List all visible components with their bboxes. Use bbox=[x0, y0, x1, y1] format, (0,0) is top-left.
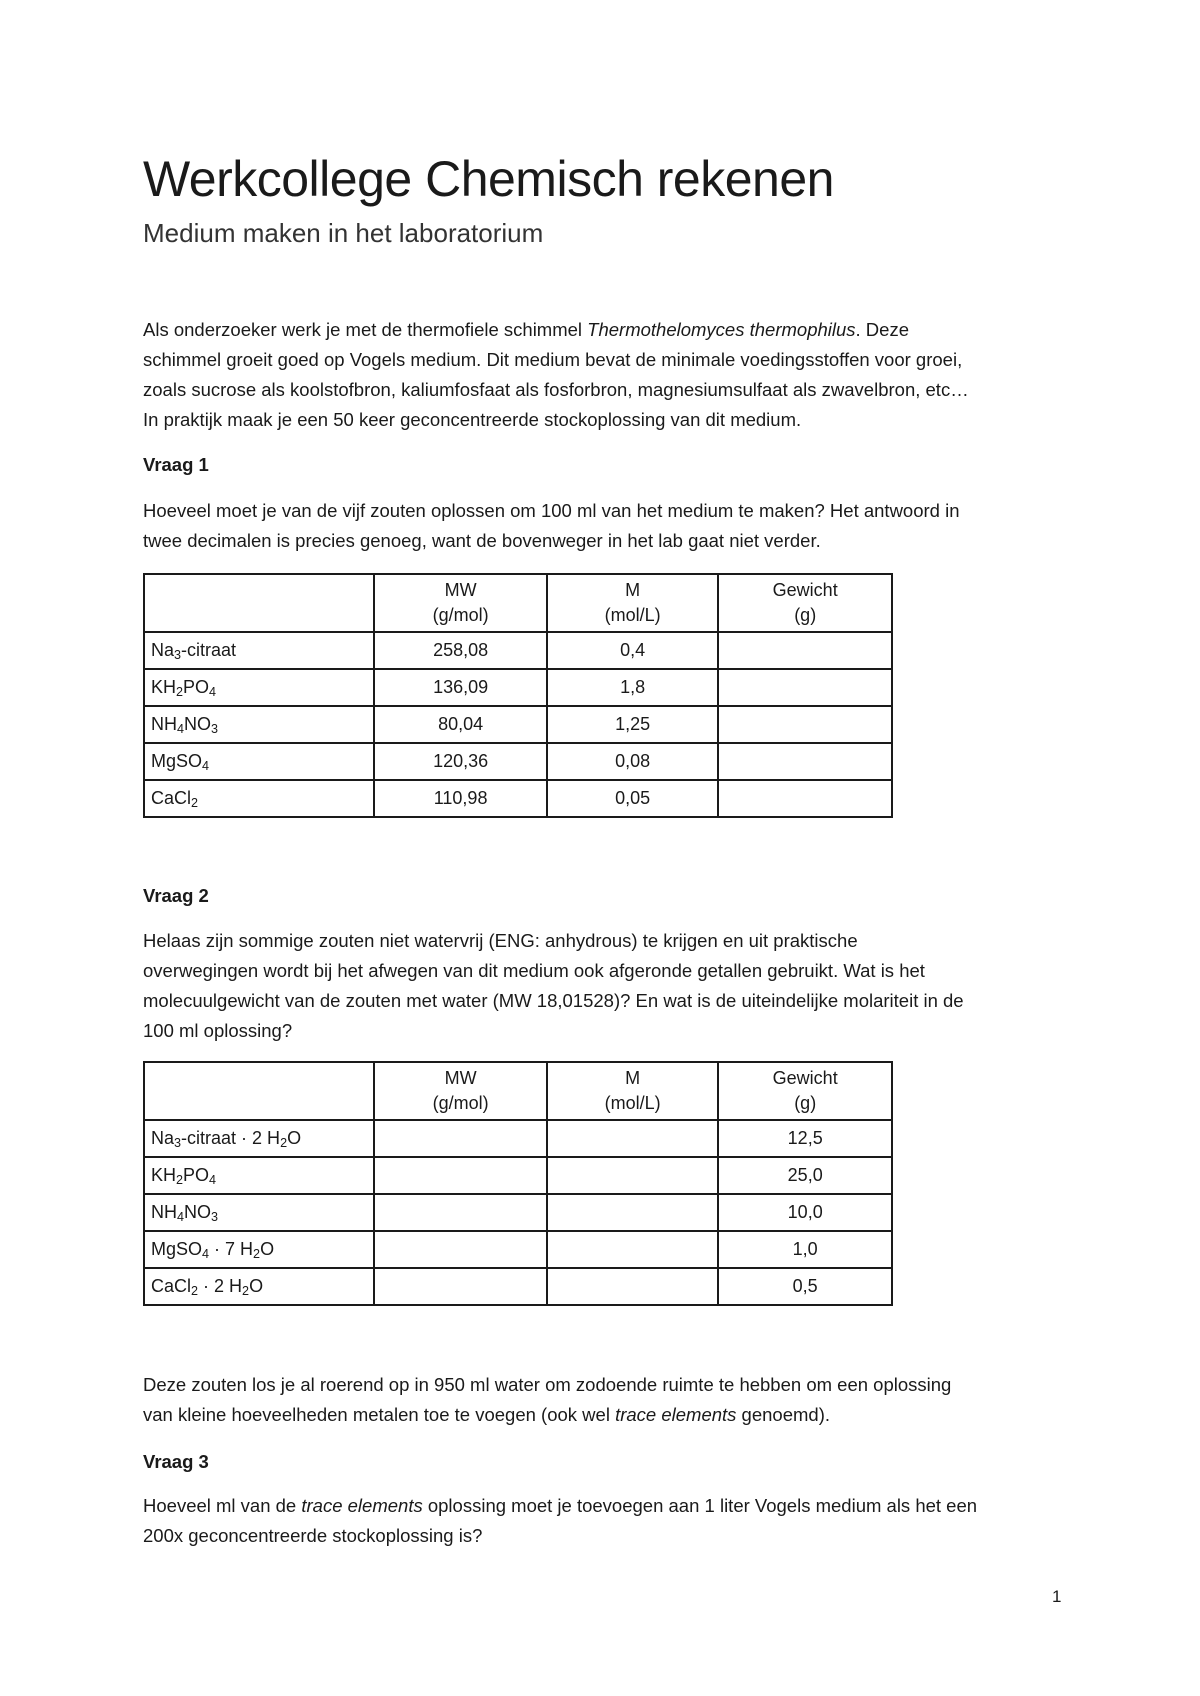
weight-value: 10,0 bbox=[718, 1194, 892, 1231]
header-empty bbox=[144, 1062, 374, 1120]
hydrate-name: CaCl$_2$ · 2 $H_2O$ bbox=[144, 1268, 374, 1305]
table-row bbox=[144, 780, 892, 817]
table-row bbox=[144, 669, 892, 706]
weight-value[interactable] bbox=[718, 780, 892, 817]
mw-value: 136,09 bbox=[374, 669, 547, 706]
table-row bbox=[144, 632, 892, 669]
header-m: M (mol/L) bbox=[547, 1062, 719, 1120]
weight-value: 0,5 bbox=[718, 1268, 892, 1305]
header-mw: MW (g/mol) bbox=[374, 1062, 547, 1120]
page-subtitle: Medium maken in het laboratorium bbox=[143, 218, 544, 248]
salt-name: CaCl$_2$ bbox=[144, 780, 374, 817]
page-title: Werkcollege Chemisch rekenen bbox=[143, 151, 834, 207]
mw-value[interactable] bbox=[374, 1268, 547, 1305]
salt-name: $NH_4NO_3$ bbox=[144, 706, 374, 743]
molarity-value: 0,08 bbox=[547, 743, 719, 780]
header-mw: MW (g/mol) bbox=[374, 574, 547, 632]
molarity-value[interactable] bbox=[547, 1231, 719, 1268]
table-1 bbox=[143, 573, 893, 818]
hydrate-name: $KH_2PO_4$ bbox=[144, 1157, 374, 1194]
intro-paragraph: Als onderzoeker werk je met de thermofiele schimmel Thermothelomyces thermophilus. Deze schimmel groeit goed op Vogels medium. Dit medium bevat de minimale voedingsstoffen voor groei, zoals sucrose als koolstofbron, kaliumfosfaat als fosforbron, magnesiumsulfaat als zwavelbron, etc… In praktijk maak je een 50 keer geconcentreerde stockoplossing van dit medium. bbox=[143, 319, 969, 430]
hydrate-name: $Na_3$-citraat · 2 $H_2O$ bbox=[144, 1120, 374, 1157]
salt-name: $Na_3$-citraat bbox=[144, 632, 374, 669]
hydrate-name: $NH_4NO_3$ bbox=[144, 1194, 374, 1231]
weight-value[interactable] bbox=[718, 632, 892, 669]
question-3-text: Hoeveel ml van de trace elements oplossing moet je toevoegen aan 1 liter Vogels medium als het een 200x geconcentreerde stockoplossing is? bbox=[143, 1495, 978, 1546]
table-row bbox=[144, 706, 892, 743]
salt-name: MgSO$_4$ bbox=[144, 743, 374, 780]
table-row bbox=[144, 1120, 892, 1157]
mw-value: 80,04 bbox=[374, 706, 547, 743]
question-2-text: Helaas zijn sommige zouten niet watervrij (ENG: anhydrous) te krijgen en uit praktische overwegingen wordt bij het afwegen van dit medium ook afgeronde getallen gebruikt. Wat is het molecuulgewicht van de zouten met water (MW 18,01528)? En wat is de uiteindelijke molariteit in de 100 ml oplossing? bbox=[143, 930, 964, 1041]
molarity-value: 0,4 bbox=[547, 632, 719, 669]
weight-value: 1,0 bbox=[718, 1231, 892, 1268]
mw-value[interactable] bbox=[374, 1120, 547, 1157]
header-m: M (mol/L) bbox=[547, 574, 719, 632]
table-row bbox=[144, 1268, 892, 1305]
mw-value: 110,98 bbox=[374, 780, 547, 817]
question-2-heading: Vraag 2 bbox=[143, 885, 209, 906]
page-number: 1 bbox=[1052, 1587, 1062, 1606]
table-row bbox=[144, 743, 892, 780]
header-weight: Gewicht (g) bbox=[718, 1062, 892, 1120]
species-name: Thermothelomyces thermophilus bbox=[587, 319, 856, 340]
mw-value[interactable] bbox=[374, 1157, 547, 1194]
salt-name: $KH_2PO_4$ bbox=[144, 669, 374, 706]
table-2 bbox=[143, 1061, 893, 1306]
weight-value[interactable] bbox=[718, 669, 892, 706]
question-1-text: Hoeveel moet je van de vijf zouten oplossen om 100 ml van het medium te maken? Het antwoord in twee decimalen is precies genoeg, want de bovenweger in het lab gaat niet verder. bbox=[143, 500, 960, 551]
header-weight: Gewicht (g) bbox=[718, 574, 892, 632]
mw-value[interactable] bbox=[374, 1231, 547, 1268]
molarity-value[interactable] bbox=[547, 1194, 719, 1231]
hydrate-name: MgSO$_4$ · 7 $H_2O$ bbox=[144, 1231, 374, 1268]
table-header-row bbox=[144, 1062, 892, 1120]
molarity-value[interactable] bbox=[547, 1120, 719, 1157]
weight-value[interactable] bbox=[718, 743, 892, 780]
question-3-heading: Vraag 3 bbox=[143, 1451, 209, 1472]
question-1-heading: Vraag 1 bbox=[143, 454, 209, 475]
mw-value: 258,08 bbox=[374, 632, 547, 669]
table-row bbox=[144, 1157, 892, 1194]
header-empty bbox=[144, 574, 374, 632]
molarity-value: 1,25 bbox=[547, 706, 719, 743]
molarity-value: 1,8 bbox=[547, 669, 719, 706]
dissolving-paragraph: Deze zouten los je al roerend op in 950 ml water om zodoende ruimte te hebben om een oplossing van kleine hoeveelheden metalen toe te voegen (ook wel trace elements genoemd). bbox=[143, 1374, 952, 1425]
mw-value[interactable] bbox=[374, 1194, 547, 1231]
molarity-value[interactable] bbox=[547, 1268, 719, 1305]
weight-value: 12,5 bbox=[718, 1120, 892, 1157]
weight-value: 25,0 bbox=[718, 1157, 892, 1194]
mw-value: 120,36 bbox=[374, 743, 547, 780]
molarity-value: 0,05 bbox=[547, 780, 719, 817]
molarity-value[interactable] bbox=[547, 1157, 719, 1194]
table-row bbox=[144, 1231, 892, 1268]
table-header-row bbox=[144, 574, 892, 632]
weight-value[interactable] bbox=[718, 706, 892, 743]
table-row bbox=[144, 1194, 892, 1231]
